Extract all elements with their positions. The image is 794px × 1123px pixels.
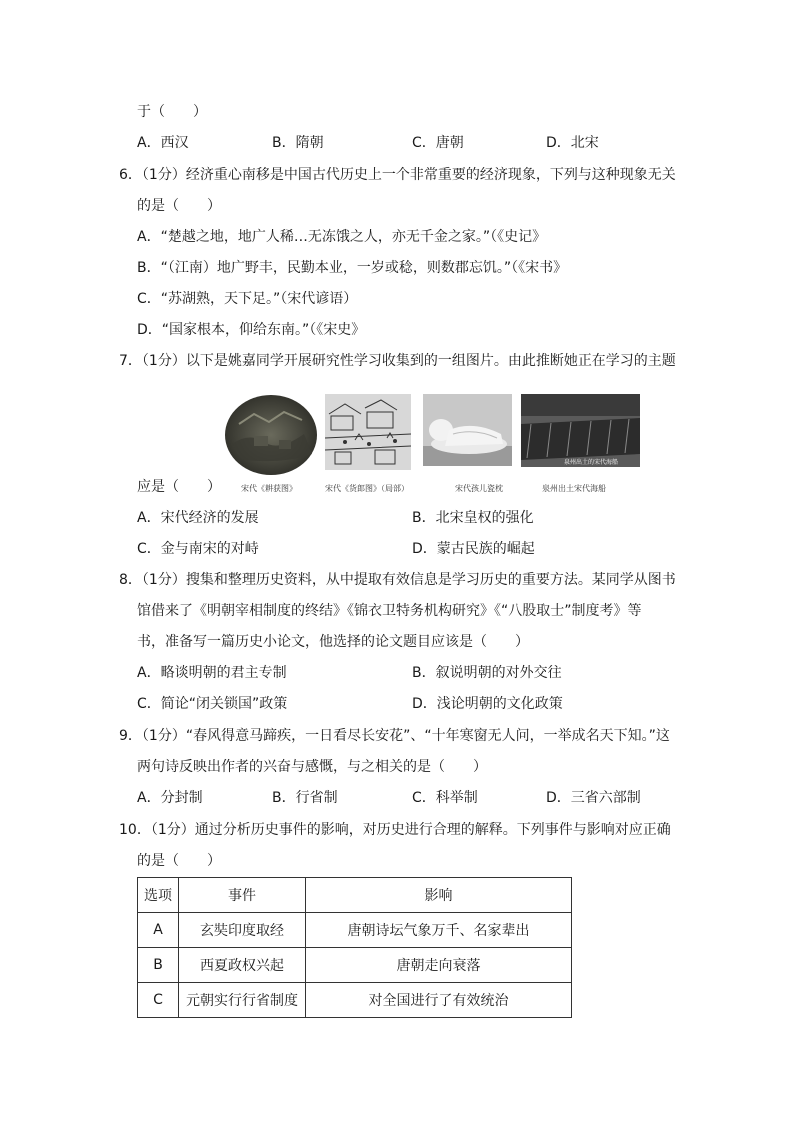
q9-option-a: A．分封制 bbox=[137, 790, 203, 806]
caption-1: 宋代《耕获图》 bbox=[241, 484, 297, 493]
q5-option-c: C．唐朝 bbox=[412, 135, 464, 151]
table-row bbox=[138, 948, 572, 983]
q7-option-a: A．宋代经济的发展 bbox=[137, 510, 259, 526]
caption-4: 泉州出土宋代海船 bbox=[542, 484, 606, 493]
q6-option-b: B．“（江南）地广野丰，民勤本业，一岁或稔，则数郡忘饥。”（《宋书》 bbox=[137, 260, 568, 276]
q8-option-c: C．简论“闭关锁国”政策 bbox=[137, 696, 288, 712]
table-cell: C bbox=[138, 983, 179, 1018]
child-pillow-image bbox=[423, 394, 512, 466]
table-cell: B bbox=[138, 948, 179, 983]
city-scroll-image bbox=[325, 394, 411, 470]
q6-stem-line1: 6．（1分）经济重心南移是中国古代历史上一个非常重要的经济现象，下列与这种现象无关 bbox=[119, 167, 676, 183]
table-row bbox=[138, 983, 572, 1018]
q8-stem-line1: 8．（1分）搜集和整理历史资料，从中提取有效信息是学习历史的重要方法。某同学从图书 bbox=[119, 572, 676, 588]
q8-stem-line3: 书，准备写一篇历史小论文，他选择的论文题目应该是（ ） bbox=[137, 634, 529, 650]
table-cell: 对全国进行了有效统治 bbox=[306, 983, 572, 1018]
ship-inner-label: 泉州出土的宋代海船 bbox=[563, 459, 619, 466]
q8-option-b: B．叙说明朝的对外交往 bbox=[412, 665, 562, 681]
q7-image-strip bbox=[224, 394, 670, 494]
q8-option-d: D．浅论明朝的文化政策 bbox=[412, 696, 563, 712]
caption-3: 宋代孩儿瓷枕 bbox=[455, 484, 503, 493]
table-row bbox=[138, 913, 572, 948]
q10-stem-line1: 10．（1分）通过分析历史事件的影响，对历史进行合理的解释。下列事件与影响对应正确 bbox=[119, 822, 671, 838]
q7-stem-line2: 应是（ ） bbox=[137, 479, 221, 495]
table-cell: 西夏政权兴起 bbox=[179, 948, 306, 983]
q5-stem-tail: 于（ ） bbox=[137, 104, 207, 120]
q5-option-d: D．北宋 bbox=[546, 135, 599, 151]
q6-option-a: A．“楚越之地，地广人稀…无冻饿之人，亦无千金之家。”（《史记》 bbox=[137, 229, 547, 245]
q10-table bbox=[137, 877, 572, 1018]
q9-option-d: D．三省六部制 bbox=[546, 790, 641, 806]
q6-stem-line2: 的是（ ） bbox=[137, 198, 221, 214]
table-cell: 元朝实行行省制度 bbox=[179, 983, 306, 1018]
q7-stem-line1: 7．（1分）以下是姚嘉同学开展研究性学习收集到的一组图片。由此推断她正在学习的主题 bbox=[119, 353, 676, 369]
q9-stem-line1: 9．（1分）“春风得意马蹄疾，一日看尽长安花”、“十年寒窗无人问，一举成名天下知。”这 bbox=[119, 728, 670, 744]
table-header-cell: 事件 bbox=[179, 878, 306, 913]
table-cell: A bbox=[138, 913, 179, 948]
table-header-cell: 影响 bbox=[306, 878, 572, 913]
table-header-cell: 选项 bbox=[138, 878, 179, 913]
ancient-ship-image bbox=[521, 394, 640, 467]
q6-option-d: D．“国家根本，仰给东南。”（《宋史》 bbox=[137, 322, 366, 338]
round-painting-image bbox=[224, 394, 319, 476]
q7-option-d: D．蒙古民族的崛起 bbox=[412, 541, 535, 557]
q9-stem-line2: 两句诗反映出作者的兴奋与感慨，与之相关的是（ ） bbox=[137, 759, 487, 775]
q6-option-c: C．“苏湖熟，天下足。”（宋代谚语） bbox=[137, 291, 358, 307]
q5-option-b: B．隋朝 bbox=[272, 135, 324, 151]
caption-2: 宋代《货郎图》（局部） bbox=[325, 484, 409, 493]
q9-option-b: B．行省制 bbox=[272, 790, 338, 806]
table-cell: 唐朝走向衰落 bbox=[306, 948, 572, 983]
q8-stem-line2: 馆借来了《明朝宰相制度的终结》《锦衣卫特务机构研究》《“八股取士”制度考》等 bbox=[137, 603, 642, 619]
q7-option-b: B．北宋皇权的强化 bbox=[412, 510, 534, 526]
table-cell: 玄奘印度取经 bbox=[179, 913, 306, 948]
q9-option-c: C．科举制 bbox=[412, 790, 478, 806]
table-header-row bbox=[138, 878, 572, 913]
table-cell: 唐朝诗坛气象万千、名家辈出 bbox=[306, 913, 572, 948]
q5-option-a: A．西汉 bbox=[137, 135, 189, 151]
q10-stem-line2: 的是（ ） bbox=[137, 853, 221, 869]
q8-option-a: A．略谈明朝的君主专制 bbox=[137, 665, 287, 681]
q7-option-c: C．金与南宋的对峙 bbox=[137, 541, 259, 557]
